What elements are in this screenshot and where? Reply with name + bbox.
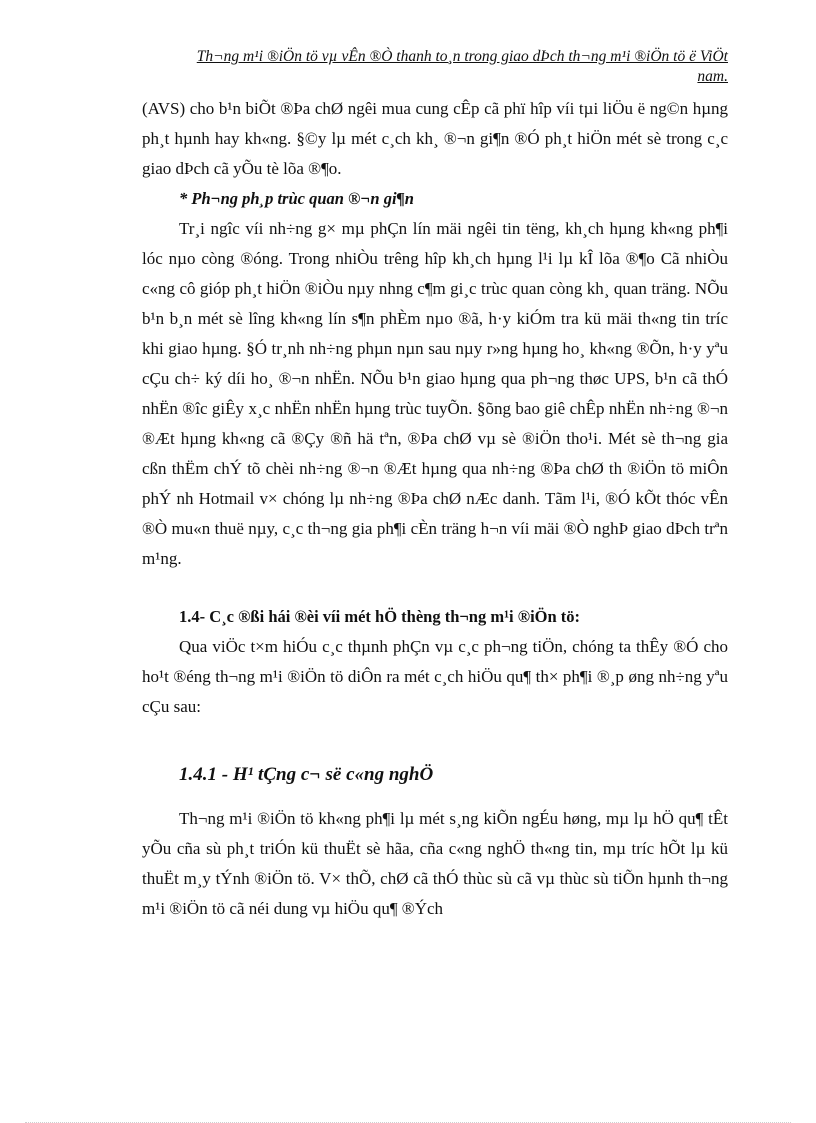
- running-header: [140, 47, 728, 87]
- paragraph-customer-fraud: Tr¸i ngîc víi nh÷ng g× mµ phÇn lín mäi ngêi tin tëng, kh¸ch hµng kh«ng ph¶i lóc nµo còng ®óng. Trong nhiÒu trêng hîp kh¸ch hµng l¹i lµ kÎ lõa ®¶o Cã nhiÒu c«ng cô gióp ph¸t hiÖn ®iÒu nµy nhng c¶m gi¸c trùc quan còng kh¸ quan träng. NÕu b¹n b¸n mét sè lîng kh«ng lín s¶n phÈm nµo ®ã, h·y kiÓm tra kü mäi th«ng tin tríc khi giao hµng. §Ó tr¸nh nh÷ng phµn nµn sau nµy r»ng hµng ho¸ kh«ng ®Õn, h·y yªu cÇu ch÷ ký díi ho¸ ®¬n nhËn. NÕu b¹n giao hµng qua ph¬ng thøc UPS, b¹n cã thÓ nhËn ®îc giÊy x¸c nhËn nhËn hµng trùc tuyÕn. §õng bao giê chÊp nhËn nh÷ng ®¬n ®Æt hµng kh«ng cã ®Çy ®ñ hä tªn, ®Þa chØ vµ sè ®iÖn tho¹i. Mét sè th¬ng gia cßn thËm chÝ tõ chèi nh÷ng ®¬n ®Æt hµng qua nh÷ng ®Þa chØ th ®iÖn tö miÔn phÝ nh Hotmail v× chóng lµ nh÷ng ®Þa chØ nÆc danh. Tãm l¹i, ®Ó kÕt thóc vÊn ®Ò mu«n thuë nµy, c¸c th¬ng gia ph¶i cÈn träng h¬n víi mäi ®Ò nghÞ giao dÞch trªn m¹ng.: [142, 219, 728, 568]
- subheading-1-4-1: 1.4.1 - H¹ tÇng c¬ së c«ng nghÖ: [179, 764, 434, 785]
- paragraph-avs: (AVS) cho b¹n biÕt ®Þa chØ ngêi mua cung cÊp cã phï hîp víi tµi liÖu ë ng©n hµng ph¸t hµnh hay kh«ng. §©y lµ mét c¸ch kh¸ ®¬n gi¶n ®Ó ph¸t hiÖn mét sè trong c¸c giao dÞch cã yÕu tè lõa ®¶o.: [142, 99, 728, 178]
- paragraph-requirements: Qua viÖc t×m hiÓu c¸c thµnh phÇn vµ c¸c ph¬ng tiÖn, chóng ta thÊy ®Ó cho ho¹t ®éng th¬ng m¹i ®iÖn tö diÔn ra mét c¸ch hiÖu qu¶ th× ph¶i ®¸p øng nh÷ng yªu cÇu sau:: [142, 637, 728, 716]
- paragraph-infrastructure: Th¬ng m¹i ®iÖn tö kh«ng ph¶i lµ mét s¸ng kiÕn ngÉu høng, mµ lµ hÖ qu¶ tÊt yÕu cña sù ph¸t triÓn kü thuËt sè hãa, cña c«ng nghÖ th«ng tin, mµ tríc hÕt lµ kü thuËt m¸y tÝnh ®iÖn tö. V× thÕ, chØ cã thÓ thùc sù cã vµ thùc sù tiÕn hµnh th¬ng m¹i ®iÖn tö cã néi dung vµ hiÖu qu¶ ®Ých: [142, 809, 728, 918]
- heading-intuitive-method: * Ph¬ng ph¸p trùc quan ®¬n gi¶n: [179, 189, 414, 208]
- section-heading-1-4: 1.4- C¸c ®ßi hái ®èi víi mét hÖ thèng th¬ng m¹i ®iÖn tö:: [179, 607, 581, 626]
- page-body: [142, 94, 728, 924]
- header-line-1: Th¬ng m¹i ®iÖn tö vµ vÊn ®Ò thanh to¸n trong giao dÞch th¬ng m¹i ®iÖn tö ë ViÖt: [196, 48, 728, 65]
- header-line-2: nam.: [697, 68, 728, 85]
